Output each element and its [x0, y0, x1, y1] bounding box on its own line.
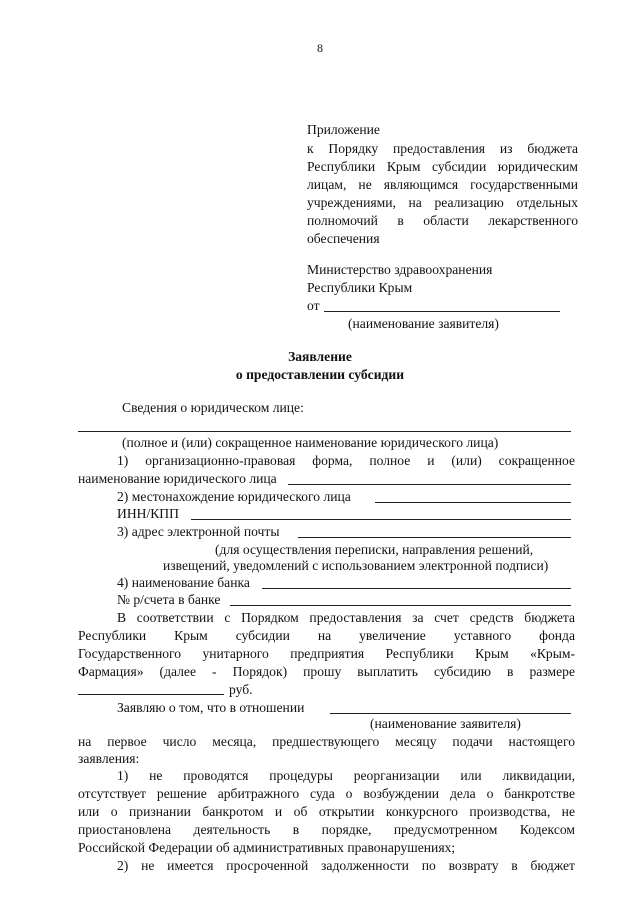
declare-applicant-caption: (наименование заявителя): [370, 716, 521, 731]
inn-field[interactable]: [191, 519, 571, 520]
email-caption: (для осуществления переписки, направления решений,: [215, 542, 534, 557]
declare-label: Заявляю о том, что в отношении: [117, 700, 305, 715]
ministry-line: Республики Крым: [307, 280, 413, 295]
request-line: Республики Крым субсидии на увеличение уставного фонда: [78, 628, 575, 643]
item1-line: Российской Федерации об административных правонарушениях;: [78, 840, 456, 855]
org-form-line: 1) организационно-правовая форма, полное и (или) сокращенное: [117, 453, 575, 468]
bank-label: 4) наименование банка: [117, 575, 250, 590]
applicant-name-field[interactable]: [324, 311, 560, 312]
email-field[interactable]: [298, 537, 571, 538]
from-label: от: [307, 298, 320, 313]
document-title: Заявление: [288, 349, 352, 364]
request-line: Государственного унитарного предприятия Республики Крым «Крым-: [78, 646, 575, 661]
request-line: В соответствии с Порядком предоставления за счет средств бюджета: [117, 610, 575, 625]
bank-field[interactable]: [262, 588, 571, 589]
appendix-line: обеспечения: [307, 231, 380, 246]
location-label: 2) местонахождение юридического лица: [117, 489, 351, 504]
item1-line: или о признании банкротом и об открытии конкурсного производства, не: [78, 804, 575, 819]
email-label: 3) адрес электронной почты: [117, 524, 280, 539]
item1-line: отсутствует решение арбитражного суда о возбуждении дела о банкротстве: [78, 786, 575, 801]
legal-name-field[interactable]: [78, 431, 571, 432]
amount-field[interactable]: [78, 694, 224, 695]
appendix-title: Приложение: [307, 122, 380, 137]
request-line: Фармация» (далее - Порядок) прошу выплатить субсидию в размере: [78, 664, 575, 679]
account-field[interactable]: [230, 605, 571, 606]
legal-name-caption: (полное и (или) сокращенное наименование юридического лица): [122, 435, 499, 450]
appendix-line: учреждениями, на реализацию отдельных: [307, 195, 578, 210]
location-field[interactable]: [375, 502, 571, 503]
appendix-line: лицам, не являющимся государственными: [307, 177, 578, 192]
rub-label: руб.: [229, 682, 253, 697]
appendix-line: к Порядку предоставления из бюджета: [307, 141, 578, 156]
item1-line: приостановлена деятельность в порядке, предусмотренном Кодексом: [78, 822, 575, 837]
ministry-line: Министерство здравоохранения: [307, 262, 493, 277]
applicant-caption: (наименование заявителя): [348, 316, 499, 331]
org-form-field[interactable]: [288, 484, 571, 485]
legal-info-label: Сведения о юридическом лице:: [122, 400, 304, 415]
item1-line: 1) не проводятся процедуры реорганизации или ликвидации,: [117, 768, 575, 783]
account-label: № р/счета в банке: [117, 592, 221, 607]
item2-line: 2) не имеется просроченной задолженности по возврату в бюджет: [117, 858, 575, 873]
inn-label: ИНН/КПП: [117, 506, 179, 521]
first-day-line: на первое число месяца, предшествующего месяцу подачи настоящего: [78, 734, 575, 749]
document-subtitle: о предоставлении субсидии: [235, 367, 405, 382]
page-number: 8: [317, 41, 323, 55]
email-caption: извещений, уведомлений с использованием электронной подписи): [163, 558, 549, 573]
declare-applicant-field[interactable]: [330, 713, 571, 714]
appendix-line: полномочий в области лекарственного: [307, 213, 578, 228]
first-day-line: заявления:: [78, 751, 140, 766]
org-form-line: наименование юридического лица: [78, 471, 277, 486]
appendix-line: Республики Крым субсидии юридическим: [307, 159, 578, 174]
